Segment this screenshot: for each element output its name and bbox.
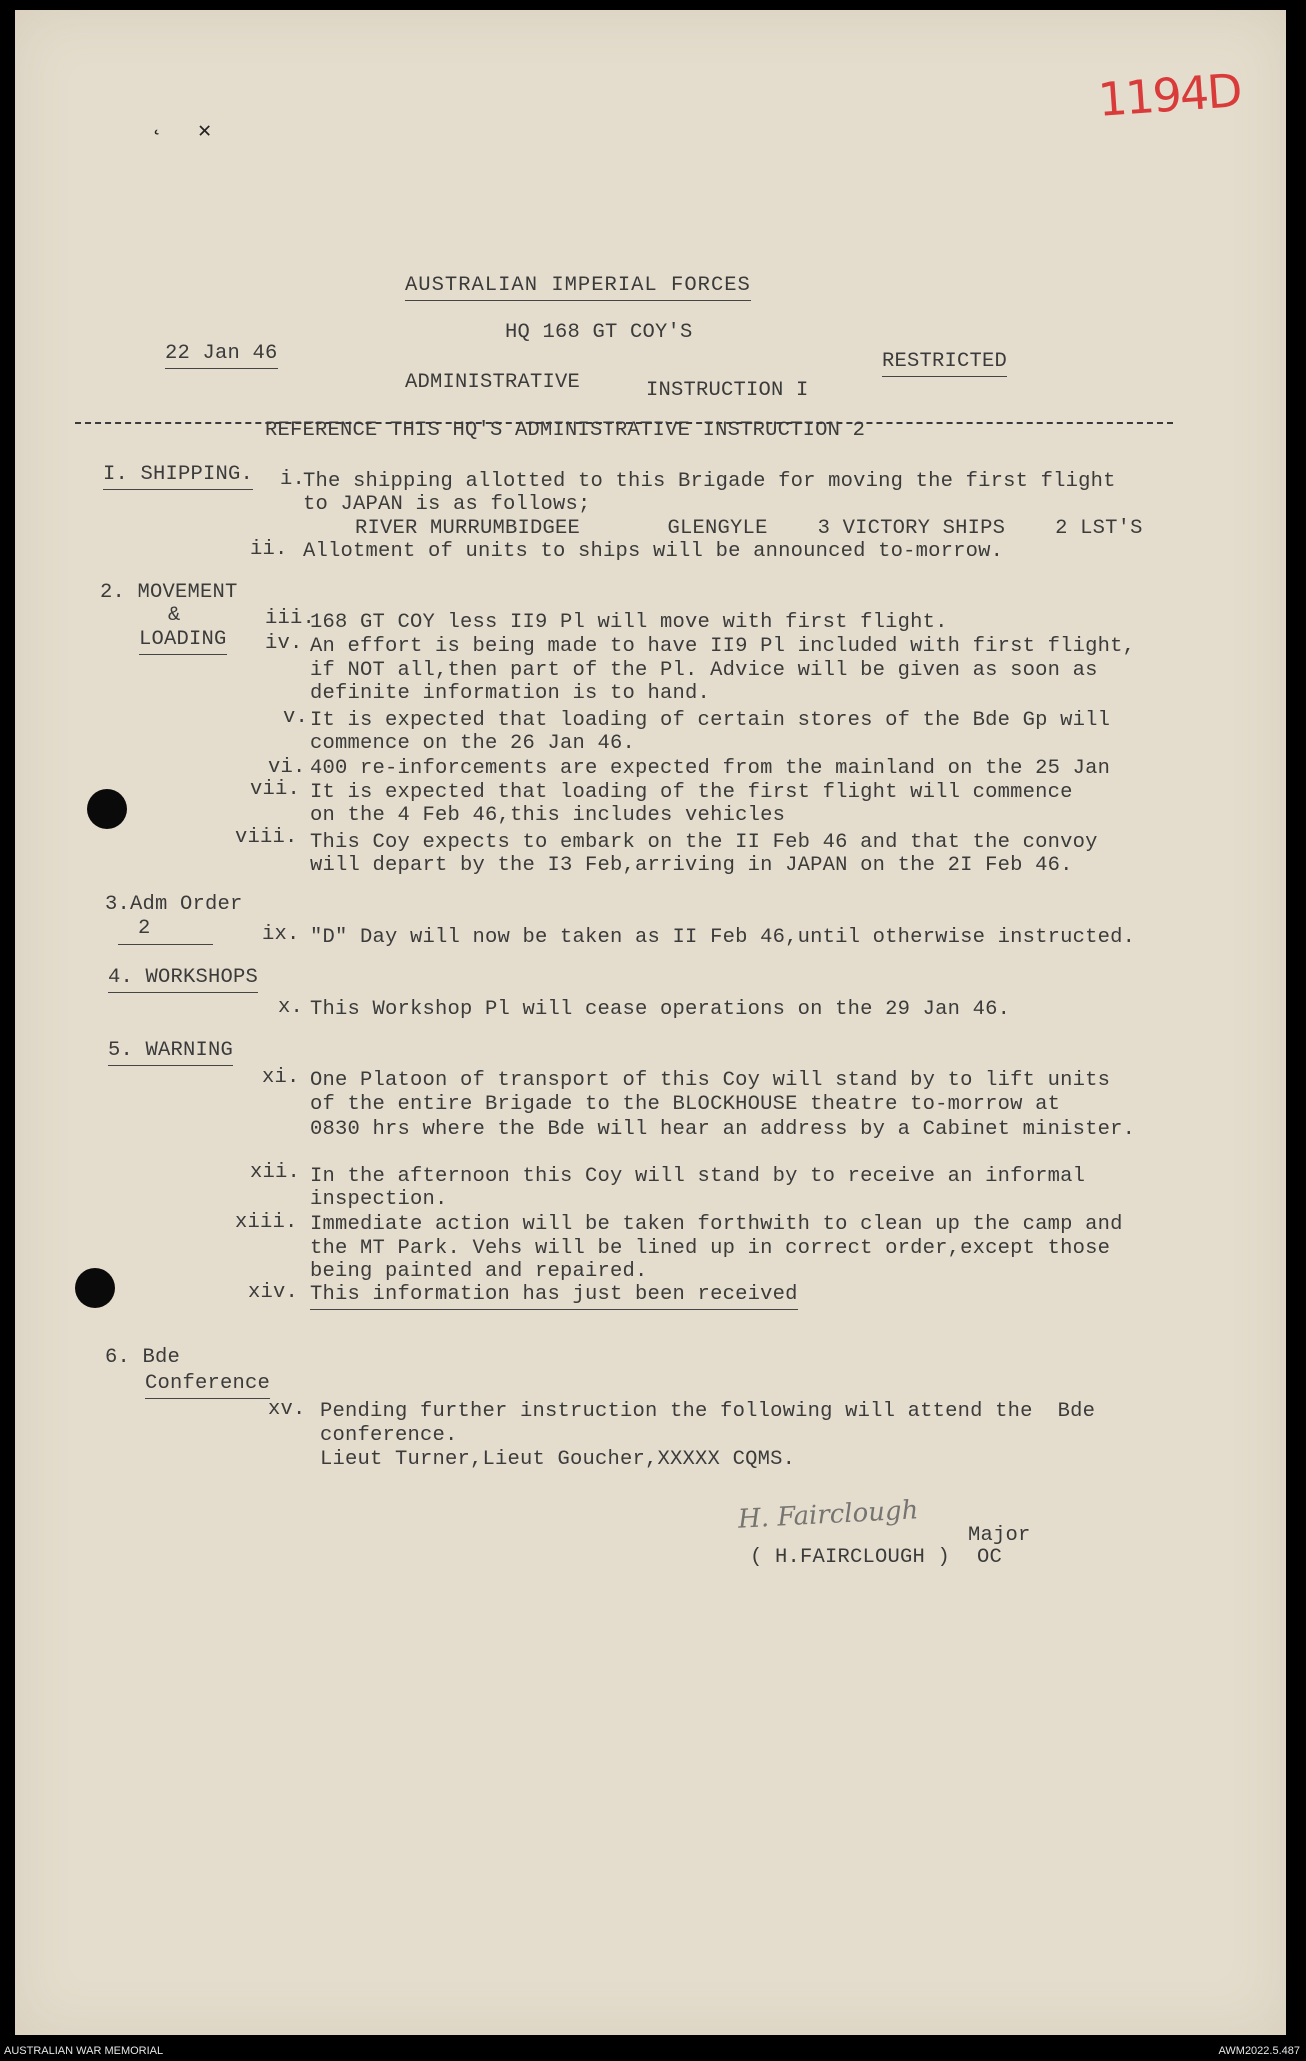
section-3-heading: 2 xyxy=(138,917,151,940)
reference-number: 1194D xyxy=(1096,63,1243,127)
section-3-underline xyxy=(118,944,213,945)
footer-credit: AUSTRALIAN WAR MEMORIAL xyxy=(4,2045,164,2057)
document-title: AUSTRALIAN IMPERIAL FORCES xyxy=(405,273,751,301)
item-text: 0830 hrs where the Bde will hear an address by a Cabinet minister. xyxy=(310,1118,1136,1141)
reference-line: REFERENCE THIS HQ'S ADMINISTRATIVE INSTRUCTION 2 xyxy=(265,419,866,442)
item-text: inspection. xyxy=(310,1188,448,1211)
section-2-heading: LOADING xyxy=(139,627,227,655)
section-1-heading: I. SHIPPING. xyxy=(103,462,253,490)
item-num: vi. xyxy=(268,756,306,779)
item-text: being painted and repaired. xyxy=(310,1260,648,1283)
item-text: It is expected that loading of the first flight will commence xyxy=(310,781,1073,804)
item-text: This information has just been received xyxy=(310,1282,798,1310)
footer-accession: AWM2022.5.487 xyxy=(1218,2045,1300,2057)
item-text: if NOT all,then part of the Pl. Advice will be given as soon as xyxy=(310,659,1098,682)
item-num: xii. xyxy=(250,1161,301,1184)
item-text: An effort is being made to have II9 Pl included with first flight, xyxy=(310,635,1136,658)
item-text: on the 4 Feb 46,this includes vehicles xyxy=(310,804,786,827)
ships-list: RIVER MURRUMBIDGEE GLENGYLE 3 VICTORY SHIPS 2 LST'S xyxy=(355,517,1143,540)
item-num: xi. xyxy=(262,1066,300,1089)
item-text: This Coy expects to embark on the II Feb 46 and that the convoy xyxy=(310,831,1098,854)
item-text: Immediate action will be taken forthwith to clean up the camp and xyxy=(310,1213,1123,1236)
punch-hole-top xyxy=(87,789,127,829)
item-num: x. xyxy=(278,996,304,1019)
item-num: xiii. xyxy=(235,1211,298,1234)
item-num: ii. xyxy=(250,538,288,561)
unit-name: HQ 168 GT COY'S xyxy=(505,321,693,344)
attendee-list: Lieut Turner,Lieut Goucher,XXXXX CQMS. xyxy=(320,1448,796,1471)
section-3-heading: 3.Adm Order xyxy=(105,893,243,916)
item-text: commence on the 26 Jan 46. xyxy=(310,732,636,755)
document-date: 22 Jan 46 xyxy=(165,341,278,369)
item-num: iv. xyxy=(265,632,303,655)
item-text: The shipping allotted to this Brigade for moving the first flight xyxy=(303,470,1116,493)
item-text: Allotment of units to ships will be announced to-morrow. xyxy=(303,540,1004,563)
section-4-heading: 4. WORKSHOPS xyxy=(108,965,258,993)
item-num: viii. xyxy=(235,826,298,849)
item-num: iii. xyxy=(265,607,316,630)
signatory-appointment: OC xyxy=(977,1546,1003,1569)
item-num: xv. xyxy=(268,1398,306,1421)
item-text: 400 re-inforcements are expected from the mainland on the 25 Jan xyxy=(310,757,1111,780)
item-text: 168 GT COY less II9 Pl will move with first flight. xyxy=(310,611,948,634)
signatory-rank: Major xyxy=(968,1524,1031,1547)
item-num: i. xyxy=(280,468,306,491)
item-text: definite information is to hand. xyxy=(310,682,711,705)
item-text: Pending further instruction the following will attend the Bde xyxy=(320,1400,1096,1423)
signatory-name: ( H.FAIRCLOUGH ) xyxy=(750,1546,951,1569)
item-text: In the afternoon this Coy will stand by to receive an informal xyxy=(310,1165,1086,1188)
item-text: conference. xyxy=(320,1424,458,1447)
doc-type-b: INSTRUCTION I xyxy=(646,379,809,402)
item-num: v. xyxy=(283,706,309,729)
handwritten-signature: H. Fairclough xyxy=(737,1495,920,1535)
item-text: "D" Day will now be taken as II Feb 46,until otherwise instructed. xyxy=(310,926,1136,949)
paper-mark: ˛ xyxy=(150,112,164,137)
section-5-heading: 5. WARNING xyxy=(108,1038,233,1066)
item-text: will depart by the I3 Feb,arriving in JAPAN on the 2I Feb 46. xyxy=(310,854,1073,877)
section-6-heading: Conference xyxy=(145,1371,270,1399)
item-num: xiv. xyxy=(248,1281,299,1304)
item-text: the MT Park. Vehs will be lined up in correct order,except those xyxy=(310,1237,1111,1260)
punch-hole-bottom xyxy=(75,1268,115,1308)
item-text: It is expected that loading of certain stores of the Bde Gp will xyxy=(310,709,1111,732)
section-2-heading: & xyxy=(168,604,181,627)
section-6-heading: 6. Bde xyxy=(105,1346,181,1369)
paper-mark: ✕ xyxy=(198,119,212,144)
item-text: of the entire Brigade to the BLOCKHOUSE theatre to-morrow at xyxy=(310,1093,1061,1116)
item-text: This Workshop Pl will cease operations on the 29 Jan 46. xyxy=(310,998,1011,1021)
item-text: to JAPAN is as follows; xyxy=(303,493,591,516)
classification: RESTRICTED xyxy=(882,349,1007,377)
doc-type-a: ADMINISTRATIVE xyxy=(405,371,581,394)
item-num: vii. xyxy=(250,778,301,801)
item-num: ix. xyxy=(262,923,300,946)
section-2-heading: 2. MOVEMENT xyxy=(100,581,238,604)
item-text: One Platoon of transport of this Coy will stand by to lift units xyxy=(310,1069,1111,1092)
